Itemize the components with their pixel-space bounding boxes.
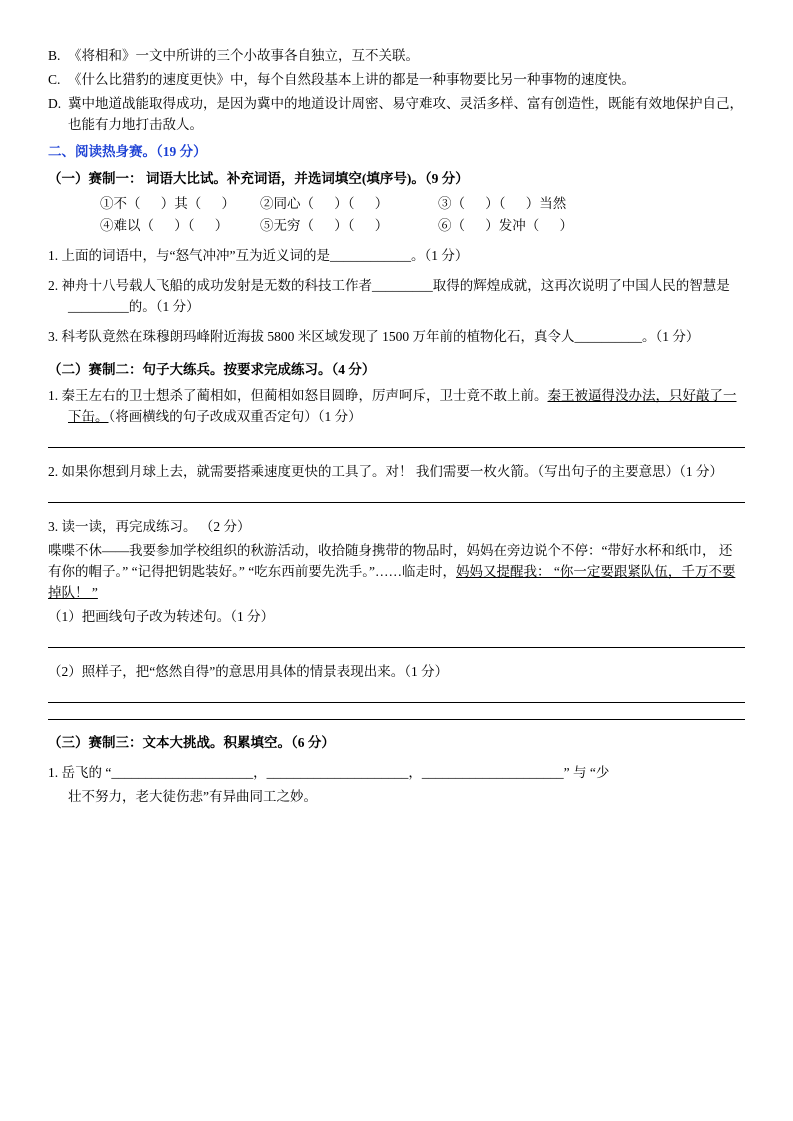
option-c <box>48 70 745 91</box>
part1-question-1: 1. 上面的词语中，与“怒气冲冲”互为近义词的是____________。（1 分） <box>48 248 469 264</box>
answer-line-3[interactable] <box>48 647 745 648</box>
passage-underlined: 妈妈又提醒我： “你一定要跟紧队伍，千万不要掉队！ ” <box>48 563 736 600</box>
option-c-tag: C. <box>48 71 61 87</box>
part3-question-1-line1: 1. 岳飞的 “_____________________，_____________________，_____________________” 与 “少 <box>48 765 610 781</box>
word-item-2: ②同心（ ）（ ） <box>260 195 389 211</box>
option-b <box>48 46 745 67</box>
part1-question-3: 3. 科考队竟然在珠穆朗玛峰附近海拔 5800 米区域发现了 1500 万年前的植物化石，真令人__________。（1 分） <box>48 329 700 345</box>
option-b-text: 《将相和》一文中所讲的三个小故事各自独立，互不关联。 <box>68 48 419 63</box>
part1-title: （一）赛制一： 词语大比试。补充词语，并选词填空(填序号)。（9 分） <box>48 170 469 186</box>
part2-question-3-lead: 3. 读一读，再完成练习。 （2 分） <box>48 518 251 534</box>
part1-question-2: 2. 神舟十八号载人飞船的成功发射是无数的科技工作者_________取得的辉煌成就，这再次说明了中国人民的智慧是_________的。（1 分） <box>48 278 730 315</box>
part2-q1-lead: 1. 秦王左右的卫士想杀了蔺相如，但蔺相如怒目圆睁，厉声呵斥，卫士竟不敢上前。 <box>48 387 548 403</box>
part2-q3-sub1: （1）把画线句子改为转述句。（1 分） <box>48 609 275 625</box>
part2-q3-sub2: （2）照样子，把“悠然自得”的意思用具体的情景表现出来。（1 分） <box>48 664 449 680</box>
answer-line-4[interactable] <box>48 702 745 703</box>
word-item-5: ⑤无穷（ ）（ ） <box>260 218 389 234</box>
word-item-1: ①不（ ）其（ ） <box>100 195 235 211</box>
answer-line-5[interactable] <box>48 719 745 720</box>
option-c-text: 《什么比猎豹的速度更快》中，每个自然段基本上讲的都是一种事物要比另一种事物的速度快。 <box>68 71 635 87</box>
top-options-block <box>48 46 745 136</box>
option-b-tag: B. <box>48 48 61 63</box>
part2-q1-underlined: 秦王被逼得没办法，只好敲了一下缶。 <box>68 387 737 424</box>
word-fill-row-2 <box>48 216 745 237</box>
part2-question-1 <box>48 386 745 428</box>
word-fill-row-1 <box>48 194 745 215</box>
part3-title: （三）赛制三：文本大挑战。积累填空。（6 分） <box>48 735 335 751</box>
part2-question-3-passage <box>48 541 745 604</box>
option-d-tag: D. <box>48 95 62 111</box>
passage-text: 喋喋不休——我要参加学校组织的秋游活动，收拾随身携带的物品时，妈妈在旁边说个不停：“带好水杯和纸巾， 还有你的帽子。” “记得把钥匙装好。” “吃东西前要先洗手。”……临走时， <box>48 542 733 579</box>
option-d <box>48 94 745 136</box>
part2-title: （二）赛制二：句子大练兵。按要求完成练习。（4 分） <box>48 362 376 378</box>
answer-line-1[interactable] <box>48 447 745 448</box>
section-heading-reading: 二、阅读热身赛。（19 分） <box>48 143 207 159</box>
part3-question-1-line2: 壮不努力，老大徒伤悲”有异曲同工之妙。 <box>68 789 317 805</box>
word-item-6: ⑥（ ）发冲（ ） <box>438 218 573 234</box>
word-item-4: ④难以（ ）（ ） <box>100 218 229 234</box>
answer-line-2[interactable] <box>48 502 745 503</box>
option-d-text: 冀中地道战能取得成功，是因为冀中的地道设计周密、易守难攻、灵活多样、富有创造性，既能有效地保护自己，也能有力地打击敌人。 <box>68 95 743 132</box>
part2-q1-tail: （将画横线的句子改成双重否定句）（1 分） <box>108 408 362 424</box>
word-item-3: ③（ ）（ ）当然 <box>438 195 567 211</box>
part2-question-2: 2. 如果你想到月球上去，就需要搭乘速度更快的工具了。对！ 我们需要一枚火箭。（写出句子的主要意思）（1 分） <box>48 463 723 479</box>
